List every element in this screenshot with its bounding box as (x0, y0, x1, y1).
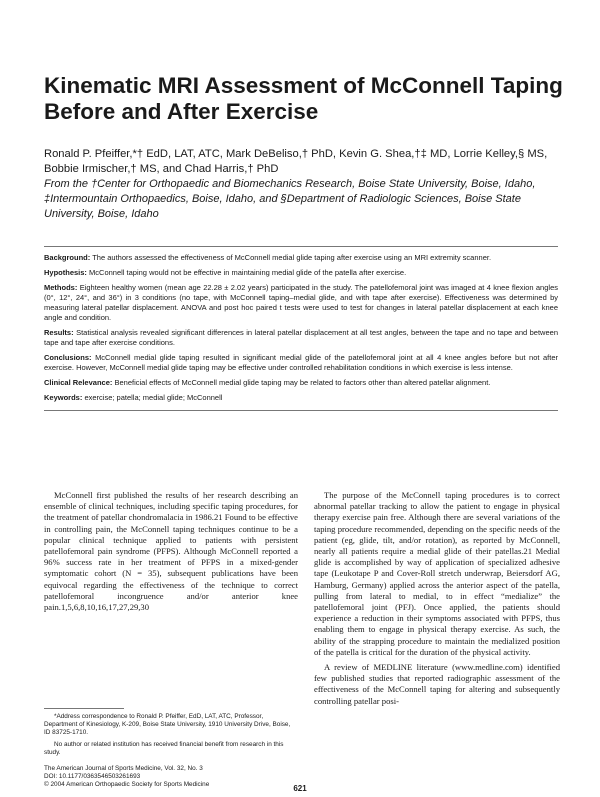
conclusions-text: McConnell medial glide taping resulted in significant medial glide of the patellofemoral joint at all 4 knee angles before but not after exercise. However, McConnell medial glide taping may be effective under controlled rehabilitation conditions in which exercise is less intense. (44, 353, 558, 372)
abstract-keywords (44, 393, 558, 403)
background-label: Background: (44, 253, 91, 262)
methods-text: Eighteen healthy women (mean age 22.28 ± 2.02 years) participated in the study. The patellofemoral joint was imaged at 4 knee flexion angles (0°, 12°, 24°, and 36°) in 3 conditions (no tape, with McConnell taping–medial glide, and with tape after exercise). Effectiveness was determined by measuring lateral patellar displacement. ANOVA and post hoc paired t tests were used to test for changes in lateral patellar displacement at each knee angle and condition. (44, 283, 558, 322)
funding-footnote: No author or related institution has received financial benefit from research in this study. (44, 740, 284, 756)
background-text: The authors assessed the effectiveness of McConnell medial glide taping after exercise using an MRI extremity scanner. (92, 253, 492, 262)
page-number: 621 (293, 784, 307, 793)
relevance-text: Beneficial effects of McConnell medial glide taping may be related to factors other than altered patellar alignment. (114, 378, 491, 387)
abstract-relevance (44, 378, 558, 388)
methods-label: Methods: (44, 283, 78, 292)
journal-citation: The American Journal of Sports Medicine, Vol. 32, No. 3 (44, 765, 203, 772)
journal-info (44, 765, 304, 789)
results-text: Statistical analysis revealed significant differences in lateral patellar displacement at all test angles, between the tape and no tape and between tape and tape after exercise conditions. (44, 328, 558, 347)
keywords-text: exercise; patella; medial glide; McConnell (84, 393, 223, 402)
footnotes (44, 713, 298, 760)
article-title: Kinematic MRI Assessment of McConnell Taping Before and After Exercise (44, 73, 563, 124)
affiliations: From the †Center for Orthopaedic and Biomechanics Research, Boise State University, Boise, Idaho, ‡Intermountain Orthopaedics, Boise, Idaho, and §Department of Radiologic Sciences, Boise State University, Boise, Idaho (44, 178, 536, 220)
abstract-hypothesis (44, 268, 558, 278)
body-paragraph: McConnell first published the results of her research describing an ensemble of clinical techniques, including specific taping procedures, for the treatment of patellar chondromalacia in 1986.21 Found to be effective in controlling pain, the McConnell taping techniques continue to be a popular clinical technique applied to patients with persistent patellofemoral pain syndrome (PFPS). Although McConnell reported a 96% success rate in her treatment of PFPS in a mixed-gender symptomatic cohort (N = 35), subsequent publications have been equivocal regarding the effectiveness of the technique to correct patellofemoral incongruence and/or anterior knee pain.1,5,6,8,10,16,17,27,29,30 (44, 490, 298, 613)
keywords-label: Keywords: (44, 393, 83, 402)
abstract-background (44, 253, 558, 263)
relevance-label: Clinical Relevance: (44, 378, 113, 387)
abstract-box (44, 246, 558, 411)
results-label: Results: (44, 328, 74, 337)
journal-copyright: © 2004 American Orthopaedic Society for Sports Medicine (44, 781, 210, 788)
abstract-conclusions (44, 353, 558, 373)
journal-doi: DOI: 10.1177/0363546503261693 (44, 773, 141, 780)
correspondence-footnote: *Address correspondence to Ronald P. Pfeiffer, EdD, LAT, ATC, Professor, Department of Kinesiology, K-209, Boise State University, 1910 University Drive, Boise, ID 83725-1710. (44, 713, 291, 737)
body-paragraph: A review of MEDLINE literature (www.medline.com) identified few published studies that reported radiographic assessment of the effectiveness of the McConnell taping for altering and subsequently controlling patellar posi- (314, 662, 560, 706)
footnote-divider (44, 708, 124, 709)
body-paragraph: The purpose of the McConnell taping procedures is to correct abnormal patellar tracking to allow the patient to engage in physical therapy exercise pain free. Although there are several variations of the taping procedure recommended, depending on the specific needs of the patient (eg, glide, tilt, and/or rotation), as reported by McConnell, nearly all patients require a medial glide of their patellas.21 Medial glide is accomplished by way of application of specialized adhesive tape (Leukotape P and Cover-Roll stretch underwrap, Beiersdorf AG, Hamburg, Germany) applied across the anterior aspect of the patella, pulling from lateral to medial, to in effect “medialize” the patellofemoral joint (PFJ). Once applied, the patients should experience a reduction in their symptoms associated with PFPS, thus enabling them to engage in physical therapy exercise. As such, the ability of the strapping procedure to maintain the medialized position of the patella is critical for the duration of the physical activity. (314, 490, 560, 657)
author-list: Ronald P. Pfeiffer,*† EdD, LAT, ATC, Mark DeBeliso,† PhD, Kevin G. Shea,†‡ MD, Lorrie Kelley,§ MS, Bobbie Irmischer,† MS, and Chad Harris,† PhD (44, 148, 548, 175)
abstract-methods (44, 283, 558, 323)
body-column-right (314, 490, 560, 711)
hypothesis-text: McConnell taping would not be effective in maintaining medial glide of the patella after exercise. (89, 268, 407, 277)
conclusions-label: Conclusions: (44, 353, 92, 362)
abstract-results (44, 328, 558, 348)
hypothesis-label: Hypothesis: (44, 268, 87, 277)
body-column-left (44, 490, 298, 617)
